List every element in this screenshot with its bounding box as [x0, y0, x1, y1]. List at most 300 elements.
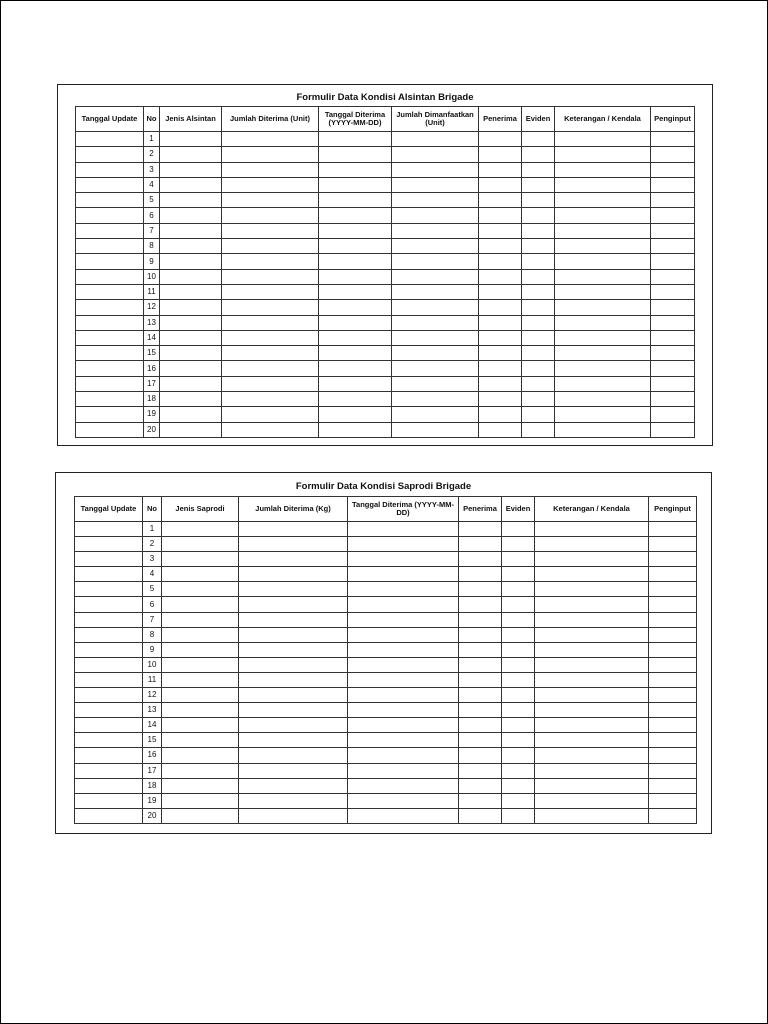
table-cell[interactable]: [459, 612, 502, 627]
table-cell[interactable]: [522, 223, 555, 238]
table-cell[interactable]: [392, 361, 479, 376]
table-cell[interactable]: [502, 733, 535, 748]
table-cell[interactable]: [319, 300, 392, 315]
table-cell[interactable]: [75, 703, 143, 718]
table-cell[interactable]: [459, 522, 502, 537]
table-cell[interactable]: [160, 208, 222, 223]
table-cell[interactable]: [535, 657, 649, 672]
table-cell[interactable]: [649, 733, 697, 748]
table-cell[interactable]: [75, 522, 143, 537]
table-cell[interactable]: [392, 177, 479, 192]
table-cell[interactable]: [459, 537, 502, 552]
table-cell[interactable]: [555, 422, 651, 437]
table-cell[interactable]: [76, 300, 144, 315]
table-cell[interactable]: [535, 642, 649, 657]
table-cell[interactable]: [160, 284, 222, 299]
table-cell[interactable]: [348, 808, 459, 823]
table-cell[interactable]: [222, 269, 319, 284]
table-cell[interactable]: [555, 254, 651, 269]
table-cell[interactable]: [651, 132, 695, 147]
table-cell[interactable]: [162, 582, 239, 597]
table-cell[interactable]: [76, 407, 144, 422]
table-cell[interactable]: [535, 522, 649, 537]
table-cell[interactable]: [651, 193, 695, 208]
table-cell[interactable]: [75, 552, 143, 567]
table-cell[interactable]: [239, 642, 348, 657]
table-cell[interactable]: [502, 793, 535, 808]
table-cell[interactable]: [651, 330, 695, 345]
table-cell[interactable]: [162, 567, 239, 582]
table-cell[interactable]: [319, 361, 392, 376]
table-cell[interactable]: [502, 522, 535, 537]
table-cell[interactable]: [555, 162, 651, 177]
table-cell[interactable]: [479, 223, 522, 238]
table-cell[interactable]: [160, 177, 222, 192]
table-cell[interactable]: [162, 748, 239, 763]
table-cell[interactable]: [651, 422, 695, 437]
table-cell[interactable]: [76, 330, 144, 345]
table-cell[interactable]: [522, 147, 555, 162]
table-cell[interactable]: [392, 193, 479, 208]
table-cell[interactable]: [75, 808, 143, 823]
table-cell[interactable]: [162, 597, 239, 612]
table-cell[interactable]: [348, 733, 459, 748]
table-cell[interactable]: [392, 269, 479, 284]
table-cell[interactable]: [651, 269, 695, 284]
table-cell[interactable]: [348, 552, 459, 567]
table-cell[interactable]: [239, 657, 348, 672]
table-cell[interactable]: [522, 284, 555, 299]
table-cell[interactable]: [522, 208, 555, 223]
table-cell[interactable]: [459, 552, 502, 567]
table-cell[interactable]: [348, 582, 459, 597]
table-cell[interactable]: [76, 422, 144, 437]
table-cell[interactable]: [76, 177, 144, 192]
table-cell[interactable]: [502, 597, 535, 612]
table-cell[interactable]: [75, 627, 143, 642]
table-cell[interactable]: [75, 793, 143, 808]
table-cell[interactable]: [535, 597, 649, 612]
table-cell[interactable]: [392, 162, 479, 177]
table-cell[interactable]: [160, 254, 222, 269]
table-cell[interactable]: [239, 688, 348, 703]
table-cell[interactable]: [76, 208, 144, 223]
table-cell[interactable]: [649, 657, 697, 672]
table-cell[interactable]: [319, 254, 392, 269]
table-cell[interactable]: [348, 688, 459, 703]
table-cell[interactable]: [535, 733, 649, 748]
table-cell[interactable]: [160, 300, 222, 315]
table-cell[interactable]: [162, 612, 239, 627]
table-cell[interactable]: [651, 177, 695, 192]
table-cell[interactable]: [479, 147, 522, 162]
table-cell[interactable]: [75, 688, 143, 703]
table-cell[interactable]: [392, 376, 479, 391]
table-cell[interactable]: [459, 672, 502, 687]
table-cell[interactable]: [649, 763, 697, 778]
table-cell[interactable]: [222, 208, 319, 223]
table-cell[interactable]: [651, 254, 695, 269]
table-cell[interactable]: [222, 407, 319, 422]
table-cell[interactable]: [222, 346, 319, 361]
table-cell[interactable]: [649, 522, 697, 537]
table-cell[interactable]: [649, 748, 697, 763]
table-cell[interactable]: [348, 522, 459, 537]
table-cell[interactable]: [649, 688, 697, 703]
table-cell[interactable]: [502, 808, 535, 823]
table-cell[interactable]: [162, 808, 239, 823]
table-cell[interactable]: [479, 315, 522, 330]
table-cell[interactable]: [319, 330, 392, 345]
table-cell[interactable]: [479, 346, 522, 361]
table-cell[interactable]: [649, 627, 697, 642]
table-cell[interactable]: [649, 718, 697, 733]
table-cell[interactable]: [479, 392, 522, 407]
table-cell[interactable]: [160, 239, 222, 254]
table-cell[interactable]: [522, 132, 555, 147]
table-cell[interactable]: [239, 718, 348, 733]
table-cell[interactable]: [160, 315, 222, 330]
table-cell[interactable]: [459, 793, 502, 808]
table-cell[interactable]: [651, 346, 695, 361]
table-cell[interactable]: [459, 642, 502, 657]
table-cell[interactable]: [319, 208, 392, 223]
table-cell[interactable]: [535, 778, 649, 793]
table-cell[interactable]: [222, 132, 319, 147]
table-cell[interactable]: [555, 177, 651, 192]
table-cell[interactable]: [319, 422, 392, 437]
table-cell[interactable]: [160, 422, 222, 437]
table-cell[interactable]: [319, 392, 392, 407]
table-cell[interactable]: [319, 193, 392, 208]
table-cell[interactable]: [522, 315, 555, 330]
table-cell[interactable]: [479, 132, 522, 147]
table-cell[interactable]: [392, 392, 479, 407]
table-cell[interactable]: [348, 763, 459, 778]
table-cell[interactable]: [555, 284, 651, 299]
table-cell[interactable]: [522, 300, 555, 315]
table-cell[interactable]: [522, 269, 555, 284]
table-cell[interactable]: [392, 315, 479, 330]
table-cell[interactable]: [160, 376, 222, 391]
table-cell[interactable]: [479, 239, 522, 254]
table-cell[interactable]: [319, 376, 392, 391]
table-cell[interactable]: [479, 177, 522, 192]
table-cell[interactable]: [239, 763, 348, 778]
table-cell[interactable]: [651, 315, 695, 330]
table-cell[interactable]: [459, 703, 502, 718]
table-cell[interactable]: [502, 748, 535, 763]
table-cell[interactable]: [649, 642, 697, 657]
table-cell[interactable]: [392, 208, 479, 223]
table-cell[interactable]: [522, 392, 555, 407]
table-cell[interactable]: [649, 582, 697, 597]
table-cell[interactable]: [239, 748, 348, 763]
table-cell[interactable]: [76, 392, 144, 407]
table-cell[interactable]: [222, 162, 319, 177]
table-cell[interactable]: [459, 567, 502, 582]
table-cell[interactable]: [75, 672, 143, 687]
table-cell[interactable]: [651, 223, 695, 238]
table-cell[interactable]: [239, 567, 348, 582]
table-cell[interactable]: [535, 793, 649, 808]
table-cell[interactable]: [555, 300, 651, 315]
table-cell[interactable]: [348, 612, 459, 627]
table-cell[interactable]: [75, 582, 143, 597]
table-cell[interactable]: [75, 733, 143, 748]
table-cell[interactable]: [522, 422, 555, 437]
table-cell[interactable]: [522, 376, 555, 391]
table-cell[interactable]: [459, 657, 502, 672]
table-cell[interactable]: [459, 808, 502, 823]
table-cell[interactable]: [319, 269, 392, 284]
table-cell[interactable]: [555, 223, 651, 238]
table-cell[interactable]: [162, 688, 239, 703]
table-cell[interactable]: [222, 254, 319, 269]
table-cell[interactable]: [535, 808, 649, 823]
table-cell[interactable]: [392, 284, 479, 299]
table-cell[interactable]: [649, 552, 697, 567]
table-cell[interactable]: [651, 392, 695, 407]
table-cell[interactable]: [649, 793, 697, 808]
table-cell[interactable]: [76, 193, 144, 208]
table-cell[interactable]: [651, 361, 695, 376]
table-cell[interactable]: [222, 392, 319, 407]
table-cell[interactable]: [522, 177, 555, 192]
table-cell[interactable]: [555, 239, 651, 254]
table-cell[interactable]: [651, 147, 695, 162]
table-cell[interactable]: [555, 392, 651, 407]
table-cell[interactable]: [392, 300, 479, 315]
table-cell[interactable]: [348, 793, 459, 808]
table-cell[interactable]: [392, 239, 479, 254]
table-cell[interactable]: [222, 193, 319, 208]
table-cell[interactable]: [459, 627, 502, 642]
table-cell[interactable]: [555, 346, 651, 361]
table-cell[interactable]: [479, 208, 522, 223]
table-cell[interactable]: [75, 612, 143, 627]
table-cell[interactable]: [649, 612, 697, 627]
table-cell[interactable]: [348, 597, 459, 612]
table-cell[interactable]: [502, 703, 535, 718]
table-cell[interactable]: [160, 407, 222, 422]
table-cell[interactable]: [222, 330, 319, 345]
table-cell[interactable]: [479, 284, 522, 299]
table-cell[interactable]: [348, 778, 459, 793]
table-cell[interactable]: [160, 147, 222, 162]
table-cell[interactable]: [75, 642, 143, 657]
table-cell[interactable]: [239, 552, 348, 567]
table-cell[interactable]: [239, 793, 348, 808]
table-cell[interactable]: [162, 763, 239, 778]
table-cell[interactable]: [348, 642, 459, 657]
table-cell[interactable]: [555, 147, 651, 162]
table-cell[interactable]: [651, 407, 695, 422]
table-cell[interactable]: [459, 778, 502, 793]
table-cell[interactable]: [535, 672, 649, 687]
table-cell[interactable]: [162, 778, 239, 793]
table-cell[interactable]: [239, 612, 348, 627]
table-cell[interactable]: [649, 778, 697, 793]
table-cell[interactable]: [222, 376, 319, 391]
table-cell[interactable]: [222, 239, 319, 254]
table-cell[interactable]: [502, 718, 535, 733]
table-cell[interactable]: [348, 627, 459, 642]
table-cell[interactable]: [239, 672, 348, 687]
table-cell[interactable]: [522, 162, 555, 177]
table-cell[interactable]: [459, 688, 502, 703]
table-cell[interactable]: [502, 657, 535, 672]
table-cell[interactable]: [76, 361, 144, 376]
table-cell[interactable]: [535, 718, 649, 733]
table-cell[interactable]: [522, 407, 555, 422]
table-cell[interactable]: [651, 162, 695, 177]
table-cell[interactable]: [479, 422, 522, 437]
table-cell[interactable]: [76, 254, 144, 269]
table-cell[interactable]: [535, 748, 649, 763]
table-cell[interactable]: [649, 672, 697, 687]
table-cell[interactable]: [479, 193, 522, 208]
table-cell[interactable]: [522, 193, 555, 208]
table-cell[interactable]: [160, 132, 222, 147]
table-cell[interactable]: [649, 808, 697, 823]
table-cell[interactable]: [649, 703, 697, 718]
table-cell[interactable]: [651, 239, 695, 254]
table-cell[interactable]: [319, 315, 392, 330]
table-cell[interactable]: [222, 284, 319, 299]
table-cell[interactable]: [162, 642, 239, 657]
table-cell[interactable]: [535, 627, 649, 642]
table-cell[interactable]: [76, 269, 144, 284]
table-cell[interactable]: [555, 315, 651, 330]
table-cell[interactable]: [459, 763, 502, 778]
table-cell[interactable]: [459, 748, 502, 763]
table-cell[interactable]: [479, 376, 522, 391]
table-cell[interactable]: [75, 763, 143, 778]
table-cell[interactable]: [392, 147, 479, 162]
table-cell[interactable]: [162, 522, 239, 537]
table-cell[interactable]: [535, 688, 649, 703]
table-cell[interactable]: [239, 733, 348, 748]
table-cell[interactable]: [502, 552, 535, 567]
table-cell[interactable]: [162, 537, 239, 552]
table-cell[interactable]: [160, 330, 222, 345]
table-cell[interactable]: [502, 612, 535, 627]
table-cell[interactable]: [459, 718, 502, 733]
table-cell[interactable]: [239, 703, 348, 718]
table-cell[interactable]: [75, 718, 143, 733]
table-cell[interactable]: [162, 733, 239, 748]
table-cell[interactable]: [392, 223, 479, 238]
table-cell[interactable]: [239, 627, 348, 642]
table-cell[interactable]: [239, 522, 348, 537]
table-cell[interactable]: [522, 346, 555, 361]
table-cell[interactable]: [76, 239, 144, 254]
table-cell[interactable]: [76, 284, 144, 299]
table-cell[interactable]: [502, 672, 535, 687]
table-cell[interactable]: [239, 597, 348, 612]
table-cell[interactable]: [535, 612, 649, 627]
table-cell[interactable]: [392, 407, 479, 422]
table-cell[interactable]: [392, 254, 479, 269]
table-cell[interactable]: [75, 567, 143, 582]
table-cell[interactable]: [651, 300, 695, 315]
table-cell[interactable]: [160, 346, 222, 361]
table-cell[interactable]: [319, 284, 392, 299]
table-cell[interactable]: [239, 778, 348, 793]
table-cell[interactable]: [160, 361, 222, 376]
table-cell[interactable]: [535, 567, 649, 582]
table-cell[interactable]: [76, 223, 144, 238]
table-cell[interactable]: [162, 552, 239, 567]
table-cell[interactable]: [76, 346, 144, 361]
table-cell[interactable]: [160, 193, 222, 208]
table-cell[interactable]: [392, 330, 479, 345]
table-cell[interactable]: [479, 254, 522, 269]
table-cell[interactable]: [535, 703, 649, 718]
table-cell[interactable]: [348, 657, 459, 672]
table-cell[interactable]: [392, 346, 479, 361]
table-cell[interactable]: [160, 269, 222, 284]
table-cell[interactable]: [535, 582, 649, 597]
table-cell[interactable]: [75, 537, 143, 552]
table-cell[interactable]: [162, 627, 239, 642]
table-cell[interactable]: [502, 763, 535, 778]
table-cell[interactable]: [160, 392, 222, 407]
table-cell[interactable]: [162, 718, 239, 733]
table-cell[interactable]: [348, 537, 459, 552]
table-cell[interactable]: [479, 330, 522, 345]
table-cell[interactable]: [162, 703, 239, 718]
table-cell[interactable]: [459, 582, 502, 597]
table-cell[interactable]: [479, 361, 522, 376]
table-cell[interactable]: [76, 376, 144, 391]
table-cell[interactable]: [222, 300, 319, 315]
table-cell[interactable]: [502, 582, 535, 597]
table-cell[interactable]: [651, 376, 695, 391]
table-cell[interactable]: [479, 162, 522, 177]
table-cell[interactable]: [76, 132, 144, 147]
table-cell[interactable]: [555, 193, 651, 208]
table-cell[interactable]: [75, 657, 143, 672]
table-cell[interactable]: [348, 567, 459, 582]
table-cell[interactable]: [555, 361, 651, 376]
table-cell[interactable]: [319, 162, 392, 177]
table-cell[interactable]: [239, 537, 348, 552]
table-cell[interactable]: [162, 793, 239, 808]
table-cell[interactable]: [319, 239, 392, 254]
table-cell[interactable]: [502, 642, 535, 657]
table-cell[interactable]: [502, 778, 535, 793]
table-cell[interactable]: [222, 223, 319, 238]
table-cell[interactable]: [502, 567, 535, 582]
table-cell[interactable]: [319, 132, 392, 147]
table-cell[interactable]: [348, 718, 459, 733]
table-cell[interactable]: [649, 537, 697, 552]
table-cell[interactable]: [555, 132, 651, 147]
table-cell[interactable]: [392, 132, 479, 147]
table-cell[interactable]: [522, 254, 555, 269]
table-cell[interactable]: [222, 177, 319, 192]
table-cell[interactable]: [160, 162, 222, 177]
table-cell[interactable]: [319, 346, 392, 361]
table-cell[interactable]: [75, 778, 143, 793]
table-cell[interactable]: [222, 361, 319, 376]
table-cell[interactable]: [348, 672, 459, 687]
table-cell[interactable]: [502, 537, 535, 552]
table-cell[interactable]: [555, 269, 651, 284]
table-cell[interactable]: [555, 330, 651, 345]
